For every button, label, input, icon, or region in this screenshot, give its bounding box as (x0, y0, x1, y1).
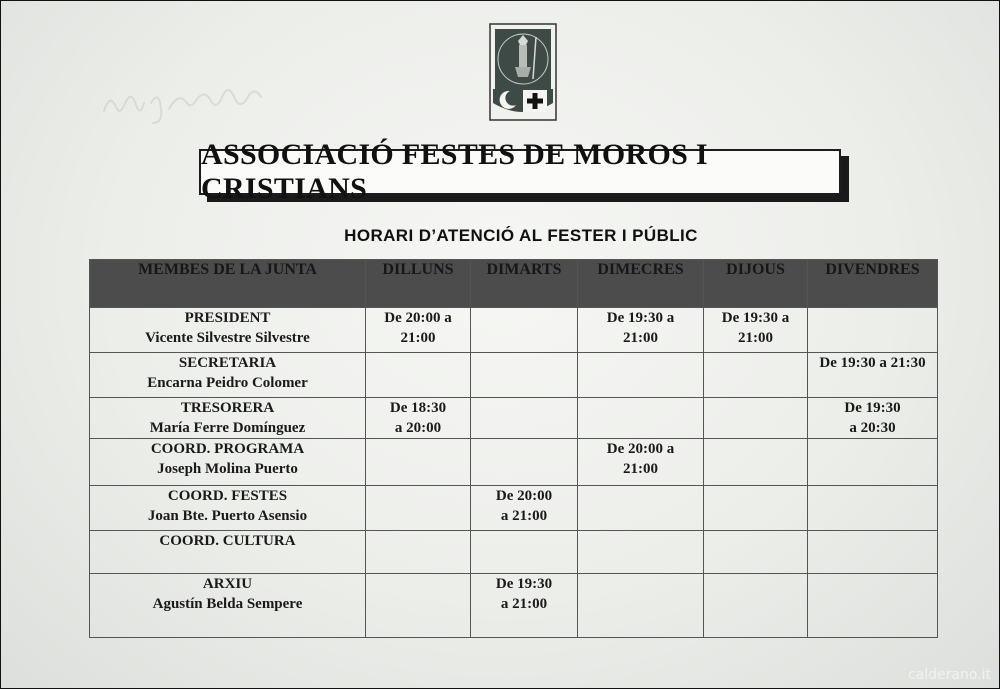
handwritten-signature-icon (99, 81, 274, 126)
page-title: ASSOCIACIÓ FESTES DE MOROS I CRISTIANS (199, 149, 841, 195)
member-role: COORD. PROGRAMA (150, 441, 305, 457)
day-header-tuesday: DIMARTS (471, 260, 578, 308)
schedule-slot (578, 574, 704, 638)
schedule-slot: De 19:30 a 21:00 (578, 308, 704, 353)
schedule-slot (366, 531, 471, 574)
schedule-table (89, 259, 938, 638)
schedule-slot: De 18:30 a 20:00 (366, 398, 471, 439)
schedule-slot (704, 353, 808, 398)
member-name: María Ferre Domínguez (149, 420, 306, 436)
schedule-slot (471, 439, 578, 486)
member-cell (90, 398, 366, 439)
header-row (90, 260, 938, 308)
schedule-slot: De 19:30 a 21:00 (704, 308, 808, 353)
schedule-slot (471, 353, 578, 398)
schedule-slot (366, 439, 471, 486)
table-row (90, 486, 938, 531)
member-cell (90, 308, 366, 353)
day-header-friday: DIVENDRES (808, 260, 938, 308)
table-row (90, 574, 938, 638)
schedule-slot (471, 531, 578, 574)
schedule-slot (808, 308, 938, 353)
schedule-slot: De 20:00 a 21:00 (471, 486, 578, 531)
schedule-slot (366, 353, 471, 398)
schedule-slot: De 20:00 a 21:00 (578, 439, 704, 486)
schedule-slot (366, 574, 471, 638)
day-header-wednesday: DIMECRES (578, 260, 704, 308)
schedule-slot (808, 486, 938, 531)
schedule-slot (471, 308, 578, 353)
schedule-slot (808, 439, 938, 486)
schedule-slot (578, 398, 704, 439)
table-row (90, 353, 938, 398)
member-name: Vicente Silvestre Silvestre (145, 330, 310, 346)
member-name: Agustín Belda Sempere (152, 596, 303, 612)
day-header-monday: DILLUNS (366, 260, 471, 308)
member-cell (90, 486, 366, 531)
schedule-slot (471, 398, 578, 439)
members-column-header: MEMBES DE LA JUNTA (90, 260, 366, 308)
schedule-slot (704, 531, 808, 574)
member-role: PRESIDENT (184, 310, 271, 326)
member-role: SECRETARIA (178, 355, 277, 371)
member-name: Joan Bte. Puerto Asensio (147, 508, 308, 524)
schedule-slot (704, 574, 808, 638)
table-row (90, 531, 938, 574)
member-role: COORD. CULTURA (159, 533, 296, 549)
schedule-slot (704, 486, 808, 531)
member-name: Encarna Peidro Colomer (147, 375, 308, 391)
member-cell (90, 531, 366, 574)
schedule-body (90, 308, 938, 638)
member-role: ARXIU (202, 576, 253, 592)
member-role: COORD. FESTES (167, 488, 288, 504)
schedule-slot: De 19:30 a 21:00 (471, 574, 578, 638)
member-name: Joseph Molina Puerto (157, 461, 298, 477)
table-row (90, 439, 938, 486)
day-header-thursday: DIJOUS (704, 260, 808, 308)
schedule-slot (578, 353, 704, 398)
schedule-slot: De 20:00 a 21:00 (366, 308, 471, 353)
schedule-subtitle: HORARI D’ATENCIÓ AL FESTER I PÚBLIC (344, 226, 698, 245)
table-row (90, 398, 938, 439)
schedule-slot (704, 398, 808, 439)
member-cell (90, 353, 366, 398)
member-role: TRESORERA (180, 400, 275, 416)
schedule-slot (578, 486, 704, 531)
schedule-slot (808, 574, 938, 638)
schedule-slot (704, 439, 808, 486)
schedule-slot (366, 486, 471, 531)
schedule-slot: De 19:30 a 20:30 (808, 398, 938, 439)
association-crest-icon (489, 23, 557, 121)
watermark: calderano.it (907, 667, 991, 683)
schedule-slot (808, 531, 938, 574)
member-cell (90, 439, 366, 486)
schedule-slot: De 19:30 a 21:30 (808, 353, 938, 398)
schedule-slot (578, 531, 704, 574)
member-cell (90, 574, 366, 638)
table-row (90, 308, 938, 353)
